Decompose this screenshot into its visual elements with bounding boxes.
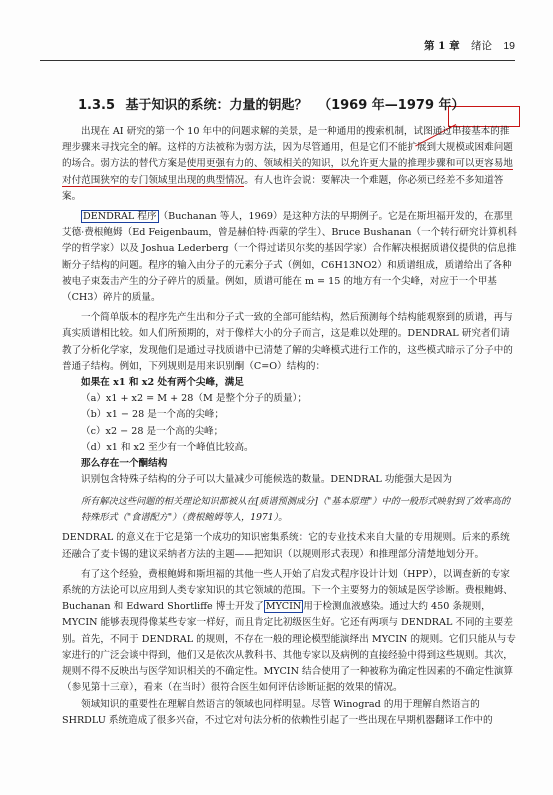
paragraph-5: DENDRAL 的意义在于它是第一个成功的知识密集系统：它的专业技术来自大量的专用规则。后来的系统还融合了麦卡锡的建议采纳者方法的主题——把知识（以规则形式表现）和推理部分清楚地划分开。 [62,532,510,560]
paragraph-2: DENDRAL 程序 （Buchanan 等人，1969）是这种方法的早期例子。它是在斯坦福开发的，在那里艾德·费根鲍姆（Ed Feigenbaum，曾是赫伯特·西蒙的学生）、Bruce Bushanan（一个转行研究计算机科学的哲学家）以及 Joshua Lederberg（一个得过诺贝尔奖的基因学家）合作解决根据质谱仪提供的信息推断分子结构的问题。程序的输入由分子的元素分子式（例如，C6H13NO2）和质谱组成，质谱给出了各种被电子束轰击产生的分子碎片的质量。例如，质谱可能在 m = 15 的地方有一个尖峰，对应于一个甲基（CH3）碎片的质量。 [62,211,517,304]
chapter-title: 绪论 [470,40,492,52]
paragraph-6: 有了这个经验，费根鲍姆和斯坦福的其他一些人开始了启发式程序设计计划（HPP），以调查新的专家系统的方法论可以应用到人类专家知识的其它领域的范围。下一个主要努力的领域是医学诊断。费根鲍姆、Buchanan 和 Edward Shortliffe 博士开发了 MYCIN 用于检测血液感染。通过大约 450 条规则，MYCIN 能够表现得像某些专家一样好，而且肯定比初级医生好。它还有两项与 DENDRAL 不同的主要差别。首先，不同于 DENDRAL 的规则，不存在一般的理论模型能演绎出 MYCIN 的规则。它们只能从与专家进行的广泛会谈中得到，他们又是依次从教科书、其他专家以及病例的直接经验中得到这些规则。其次，规则不得不反映出与医学知识相关的不确定性。MYCIN 结合使用了一种被称为确定性因素的不确定性演算（参见第十三章），看来（在当时）很符合医生如何评估诊断证据的效果的情况。 [62,568,516,694]
section-heading [78,94,471,113]
body-text [62,124,517,729]
boxed-term-mycin: MYCIN [265,601,302,613]
rule-d: （d）x1 和 x2 至少有一个峰值比较高。 [81,441,254,453]
rule-c: （c）x2 − 28 是一个高的尖峰； [81,425,224,437]
boxed-term-dendral: DENDRAL 程序 [83,211,157,223]
paragraph-4: 识别包含特殊子结构的分子可以大量减少可能候选的数量。DENDRAL 功能强大是因为 [81,474,452,486]
paragraph-1: 出现在 AI 研究的第一个 10 年中的问题求解的美景，是一种通用的搜索机制，试图通过串接基本的推理步骤来寻找完全的解。这样的方法被称为弱方法，因为尽管通用，但是它们不能扩展到大规模或困难问题的场合。弱方法的替代方案是使用更强有力的、领域相关的知识，以允许更大量的推理步骤和可以更容易地对付范围狭窄的专门领域里出现的典型情况。有人也许会说：要解决一个难题，你必须已经差不多知道答案。 [62,126,513,202]
section-number: 1.3.5 [78,98,116,113]
underlined-passage: 使用更强有力的、领域相关的知识，以允许更大量的推理步骤和可以更容易地对付范围狭窄的专门领域里出现的典型情况 [62,158,513,186]
rule-block [62,375,517,472]
block-quote: 所有解决这些问题的相关理论知识都被从在[质谱预测成分]（"基本原理"）中的一般形式映射到了效率高的特殊形式（"食谱配方"）（费根鲍姆等人，1971）。 [81,496,511,524]
rule-if: 如果在 x1 和 x2 处有两个尖峰，满足 [81,377,244,389]
paragraph-7: 领域知识的重要性在理解自然语言的领域也同样明显。尽管 Winograd 的用于理解自然语言的 SHRDLU 系统造成了很多兴奋，不过它对句法分析的依赖性引起了一些出现在早期机器翻译工作中的 [62,698,493,726]
section-title: 基于知识的系统：力量的钥匙？ [125,98,308,113]
page-number: 19 [503,40,515,52]
running-header [40,38,515,61]
section-years: （1969 年—1979 年） [318,98,465,113]
chapter-label: 第 1 章 [424,40,460,52]
rule-then: 那么存在一个酮结构 [81,458,168,470]
rule-b: （b）x1 − 28 是一个高的尖峰； [81,409,224,421]
paragraph-3: 一个简单版本的程序先产生出和分子式一致的全部可能结构，然后预测每个结构能观察到的质谱，再与真实质谱相比较。如人们所预期的，对于像样大小的分子而言，这是难以处理的。DENDRAL 研究者们请教了分析化学家，发现他们是通过寻找质谱中已清楚了解的尖峰模式进行工作的，这些模式暗示了分子中的普通子结构。例如，下列规则是用来识别酮（C=O）结构的： [62,312,513,372]
rule-a: （a）x1 + x2 = M + 28（M 是整个分子的质量）； [81,393,307,405]
